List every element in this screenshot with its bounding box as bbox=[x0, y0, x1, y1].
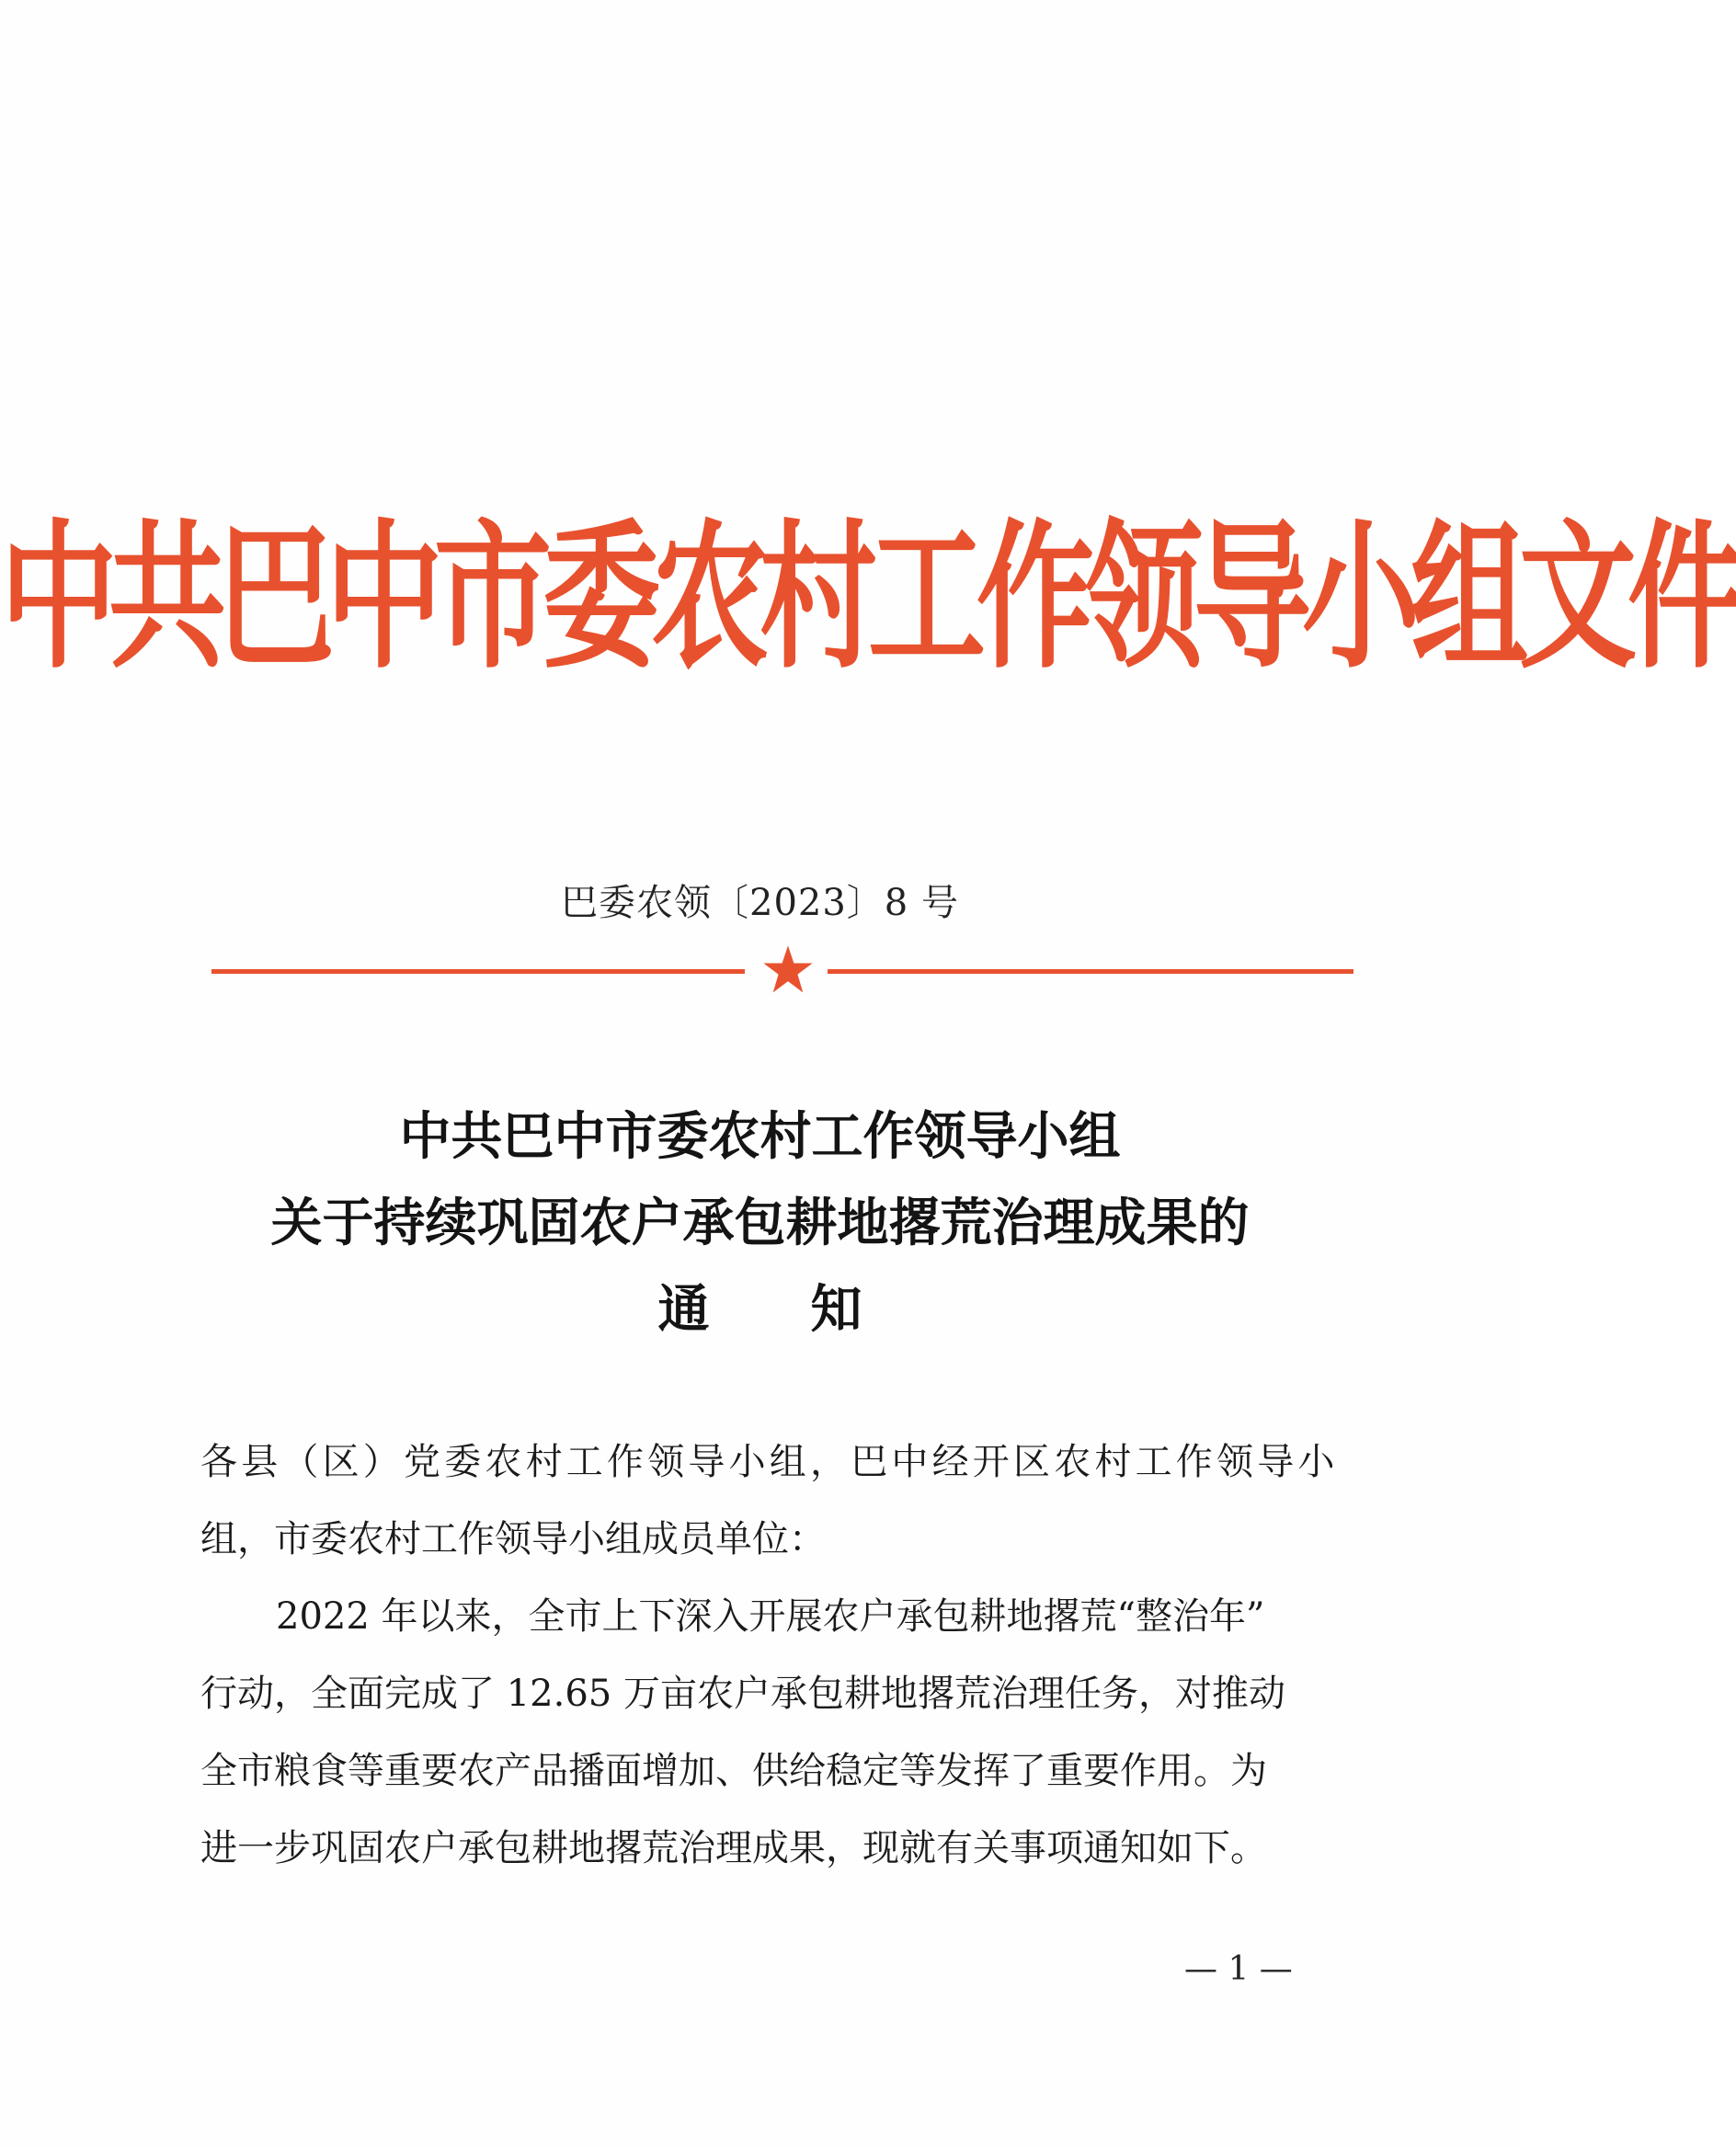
body-line-3: 2022 年以来，全市上下深入开展农户承包耕地撂荒“整治年” bbox=[276, 1595, 1265, 1638]
red-divider-right bbox=[828, 969, 1353, 974]
red-divider-left bbox=[211, 969, 745, 974]
star-icon bbox=[761, 943, 815, 997]
document-header-title: 中共巴中市委农村工作领导小组文件 bbox=[0, 506, 1736, 691]
body-line-2: 组，市委农村工作领导小组成员单位： bbox=[200, 1518, 826, 1560]
page-number: — 1 — bbox=[1184, 1950, 1293, 1988]
notice-title-line-1: 中共巴中市委农村工作领导小组 bbox=[399, 1106, 1121, 1167]
body-line-5: 全市粮食等重要农产品播面增加、供给稳定等发挥了重要作用。为 bbox=[200, 1750, 1267, 1792]
body-line-1: 各县（区）党委农村工作领导小组，巴中经开区农村工作领导小 bbox=[200, 1441, 1339, 1483]
notice-title-line-2: 关于持续巩固农户承包耕地撂荒治理成果的 bbox=[270, 1193, 1250, 1253]
body-line-6: 进一步巩固农户承包耕地撂荒治理成果，现就有关事项通知如下。 bbox=[200, 1827, 1267, 1869]
body-line-4: 行动，全面完成了 12.65 万亩农户承包耕地撂荒治理任务，对推动 bbox=[200, 1673, 1285, 1715]
notice-title-line-3: 通知 bbox=[657, 1279, 964, 1340]
document-number: 巴委农领〔2023〕8 号 bbox=[561, 882, 959, 924]
